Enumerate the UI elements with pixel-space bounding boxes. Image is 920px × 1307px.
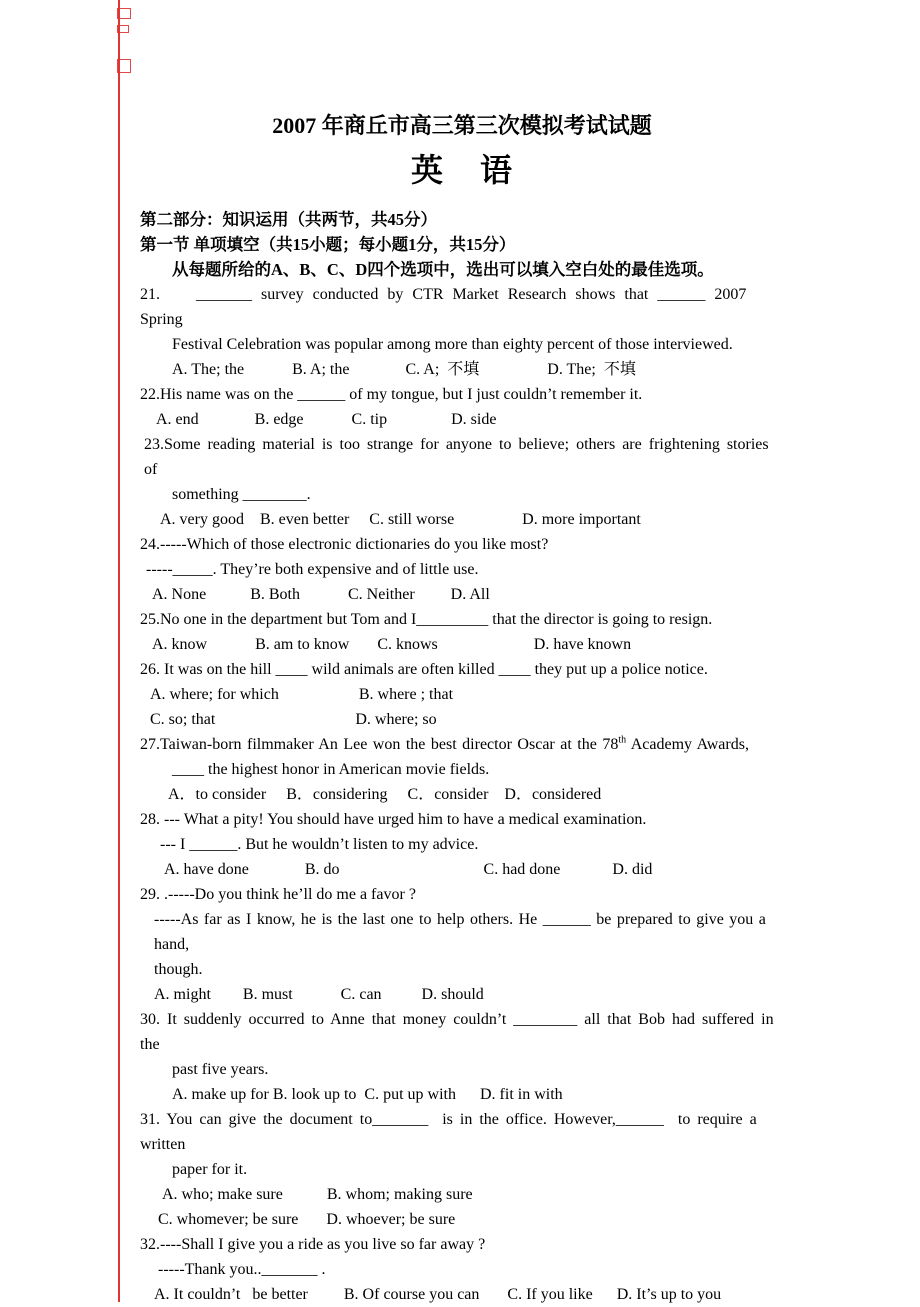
question-32 <box>140 1232 784 1307</box>
q28-reply: --- I ______. But he wouldn’t listen to my advice. <box>160 836 479 853</box>
q27-stem-cont: ____ the highest honor in American movie fields. <box>172 761 490 778</box>
q28-stem: 28. --- What a pity! You should have urged him to have a medical examination. <box>140 811 647 828</box>
q21-stem: 21. _______ survey conducted by CTR Market Research shows that ______ 2007 Spring <box>140 286 756 328</box>
q27-options: A．to consider B．considering C．consider D．considered <box>168 786 602 803</box>
q24-options: A. None B. Both C. Neither D. All <box>152 586 490 603</box>
q26-options-row2: C. so; that D. where; so <box>150 711 437 728</box>
q26-stem: 26. It was on the hill ____ wild animals are often killed ____ they put up a police notice. <box>140 661 708 678</box>
q31-stem-cont: paper for it. <box>172 1161 248 1178</box>
question-23 <box>140 432 784 532</box>
q27-stem <box>140 732 784 757</box>
q29-reply: -----As far as I know, he is the last one to help others. He ______ be prepared to give you a hand, <box>154 911 772 953</box>
q26-options-row1: A. where; for which B. where ; that <box>150 686 454 703</box>
question-30 <box>140 1007 784 1107</box>
q22-stem: 22.His name was on the ______ of my tongue, but I just couldn’t remember it. <box>140 386 643 403</box>
q32-options: A. It couldn’t be better B. Of course you can C. If you like D. It’s up to you <box>154 1286 722 1303</box>
q30-stem: 30. It suddenly occurred to Anne that money couldn’t ________ all that Bob had suffered in the <box>140 1011 781 1053</box>
question-27 <box>140 732 784 807</box>
question-22 <box>140 382 784 432</box>
q30-stem-cont: past five years. <box>172 1061 269 1078</box>
q27-stem-text: 27.Taiwan-born filmmaker An Lee won the best director Oscar at the 78 <box>140 736 619 753</box>
red-stamp-marks <box>114 8 136 79</box>
q28-options: A. have done B. do C. had done D. did <box>164 861 653 878</box>
question-29 <box>140 882 784 1007</box>
exam-document <box>140 112 784 1307</box>
q23-stem: 23.Some reading material is too strange for anyone to believe; others are frightening stories of <box>144 436 776 478</box>
exam-title: 2007 年商丘市高三第三次模拟考试试题 <box>272 113 652 138</box>
question-24 <box>140 532 784 607</box>
q29-reply-cont: though. <box>154 961 203 978</box>
subject-title: 英 语 <box>410 152 513 188</box>
question-25 <box>140 607 784 657</box>
q25-stem: 25.No one in the department but Tom and I_________ that the director is going to resign. <box>140 611 713 628</box>
q29-options: A. might B. must C. can D. should <box>154 986 484 1003</box>
q29-stem: 29. .-----Do you think he’ll do me a favor ? <box>140 886 416 903</box>
question-26 <box>140 657 784 732</box>
section-header: 第一节 单项填空（共15小题；每小题1分，共15分） <box>140 235 516 254</box>
red-mark <box>117 8 131 19</box>
part-header: 第二部分：知识运用（共两节，共45分） <box>140 210 437 229</box>
q27-ordinal-suffix: th <box>618 734 627 746</box>
q24-reply: -----_____. They’re both expensive and of little use. <box>146 561 479 578</box>
q23-stem-cont: something ________. <box>172 486 311 503</box>
q25-options: A. know B. am to know C. knows D. have known <box>152 636 632 653</box>
red-margin-line <box>118 0 120 1302</box>
question-28 <box>140 807 784 882</box>
q27-stem-text-cont: Academy Awards, <box>626 736 749 753</box>
q31-stem: 31. You can give the document to_______ is in the office. However,______ to require a written <box>140 1111 764 1153</box>
instruction: 从每题所给的A、B、C、D四个选项中，选出可以填入空白处的最佳选项。 <box>172 260 714 279</box>
q21-options: A. The; the B. A; the C. A; 不填 D. The; 不填 <box>172 361 636 378</box>
question-21 <box>140 282 784 382</box>
q23-options: A. very good B. even better C. still worse D. more important <box>160 511 641 528</box>
red-mark <box>117 25 129 33</box>
q22-options: A. end B. edge C. tip D. side <box>156 411 497 428</box>
red-mark <box>117 59 131 73</box>
q32-reply: -----Thank you.._______ . <box>158 1261 326 1278</box>
q21-stem-cont: Festival Celebration was popular among more than eighty percent of those interviewed. <box>172 336 733 353</box>
q31-options-row1: A. who; make sure B. whom; making sure <box>162 1186 473 1203</box>
q32-stem: 32.----Shall I give you a ride as you live so far away ? <box>140 1236 486 1253</box>
q30-options: A. make up for B. look up to C. put up with D. fit in with <box>172 1086 563 1103</box>
q31-options-row2: C. whomever; be sure D. whoever; be sure <box>158 1211 456 1228</box>
q24-stem: 24.-----Which of those electronic dictionaries do you like most? <box>140 536 549 553</box>
question-31 <box>140 1107 784 1232</box>
